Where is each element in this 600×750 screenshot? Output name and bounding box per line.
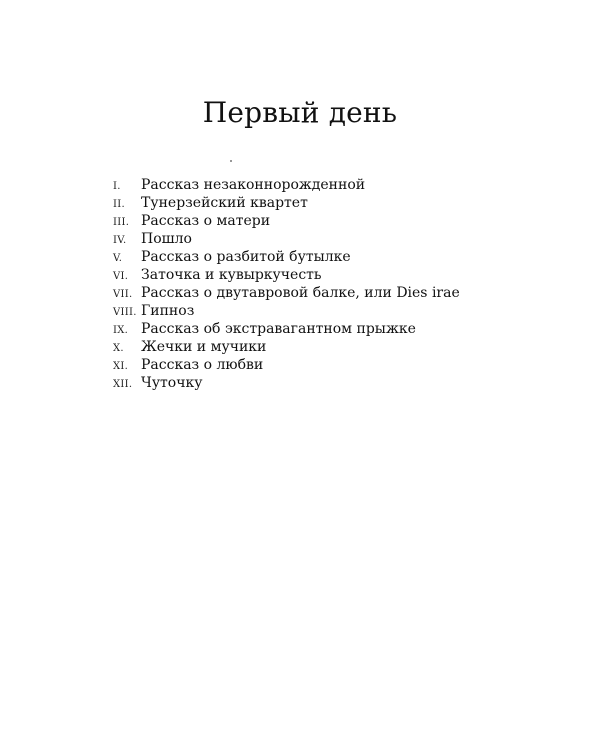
- toc-item: [113, 338, 460, 356]
- toc-title: Рассказ о любви: [141, 357, 264, 373]
- toc-title: Тунерзейский квартет: [141, 195, 308, 211]
- toc-title: Рассказ об экстравагантном прыжке: [141, 321, 416, 337]
- toc-item: [113, 230, 460, 248]
- toc-title: Рассказ о разбитой бутылке: [141, 249, 351, 265]
- toc-numeral: IX.: [113, 325, 129, 336]
- toc-item: [113, 374, 460, 392]
- toc-item: [113, 266, 460, 284]
- toc-numeral: II.: [113, 199, 125, 210]
- toc-title: Чуточку: [141, 375, 203, 391]
- toc-item: [113, 302, 460, 320]
- toc-numeral: VI.: [113, 271, 129, 282]
- toc-numeral: XII.: [113, 379, 133, 390]
- toc-title: Гипноз: [141, 303, 195, 319]
- toc-item: [113, 248, 460, 266]
- toc-numeral: III.: [113, 217, 130, 228]
- toc-item: [113, 284, 460, 302]
- toc-title: Рассказ о двутавровой балке, или Dies irae: [141, 285, 460, 301]
- toc-title: Рассказ незаконнорожденной: [141, 177, 366, 193]
- toc-item: [113, 176, 460, 194]
- toc-item: [113, 194, 460, 212]
- toc-numeral: XI.: [113, 361, 129, 372]
- toc-numeral: VII.: [113, 289, 133, 300]
- toc-numeral: V.: [113, 253, 123, 264]
- toc-title: Пошло: [141, 231, 192, 247]
- toc-title: Рассказ о матери: [141, 213, 271, 229]
- toc-item: [113, 356, 460, 374]
- toc-item: [113, 212, 460, 230]
- toc-numeral: I.: [113, 181, 121, 192]
- toc-numeral: X.: [113, 343, 124, 354]
- toc-numeral: IV.: [113, 235, 127, 246]
- print-speck: [230, 160, 232, 162]
- table-of-contents: [113, 176, 460, 392]
- toc-title: Жечки и мучики: [141, 339, 267, 355]
- page-title: Первый день: [202, 96, 398, 129]
- toc-numeral: VIII.: [113, 307, 137, 318]
- toc-item: [113, 320, 460, 338]
- toc-title: Заточка и кувыркучесть: [141, 267, 322, 283]
